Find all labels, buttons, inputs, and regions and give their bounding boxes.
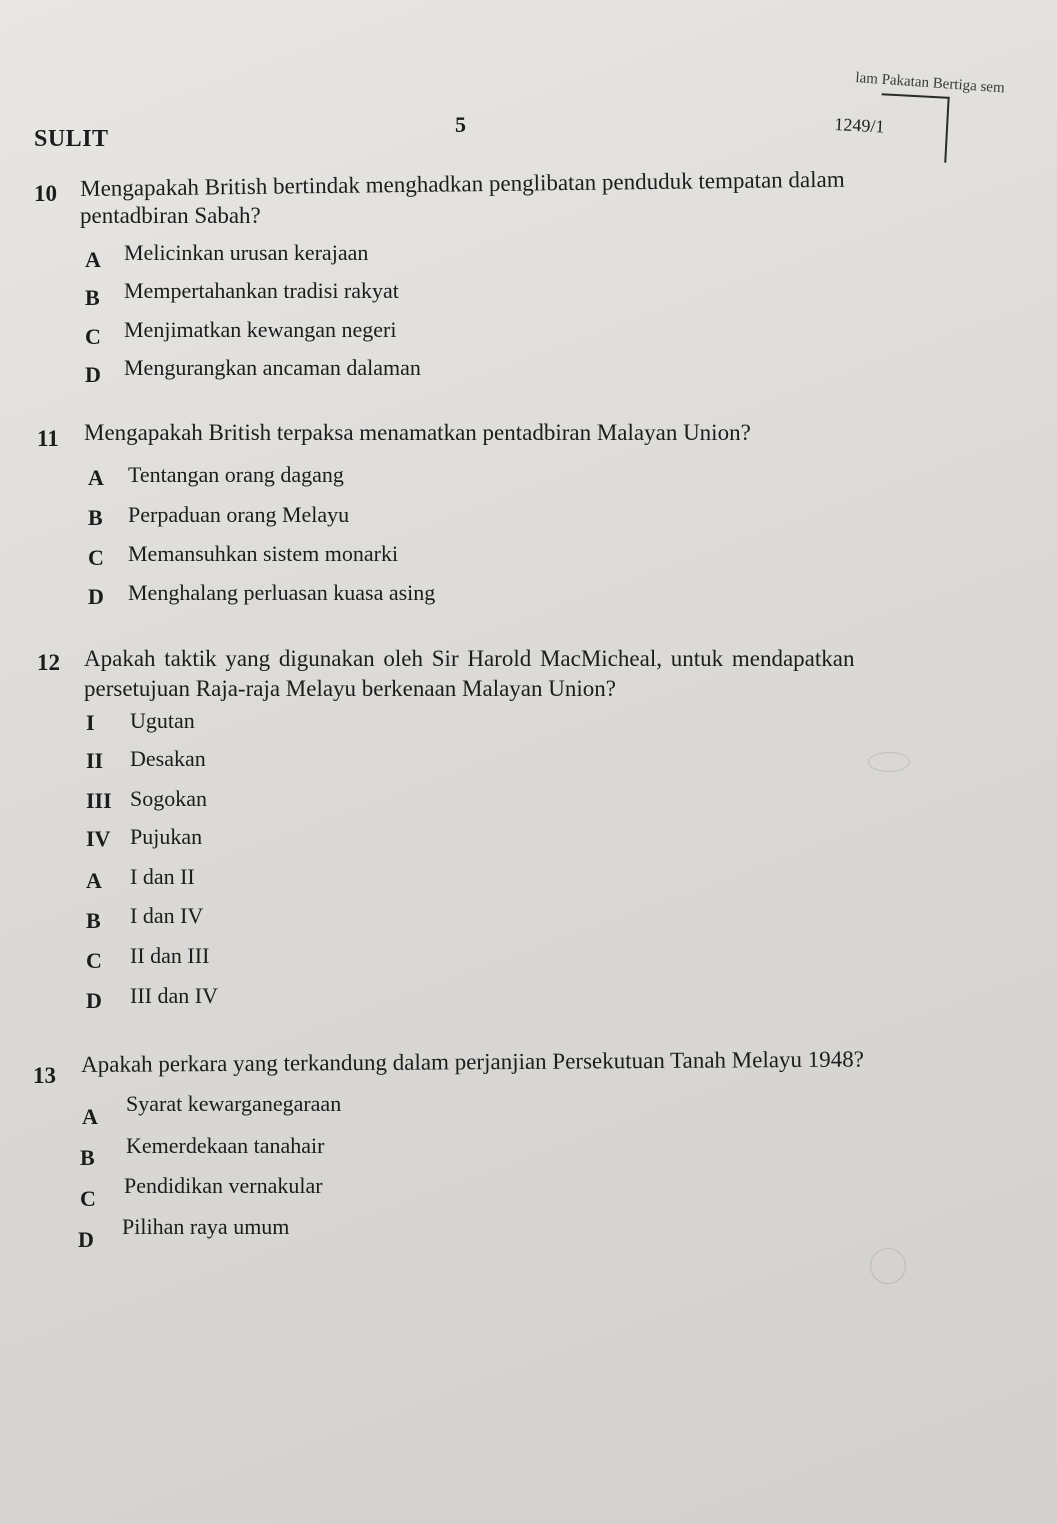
q11-option-b-text[interactable]: Perpaduan orang Melayu xyxy=(128,502,350,527)
q13-option-b-letter[interactable]: B xyxy=(80,1145,95,1170)
overflow-page-text: lam Pakatan Bertiga sem xyxy=(854,70,1006,97)
q13-option-a-letter[interactable]: A xyxy=(82,1104,98,1129)
q13-option-c-text[interactable]: Pendidikan vernakular xyxy=(124,1173,323,1198)
q12-option-b-text[interactable]: I dan IV xyxy=(130,903,204,928)
question-13-number: 13 xyxy=(33,1063,56,1088)
q12-option-a-text[interactable]: I dan II xyxy=(130,864,195,889)
question-13-text-line1: Apakah perkara yang terkandung dalam perjanjian Persekutuan Tanah Melayu 1948? xyxy=(81,1046,865,1077)
q12-statement-3-numeral: III xyxy=(86,788,112,813)
question-11-number: 11 xyxy=(37,426,59,451)
question-10-text-line2: pentadbiran Sabah? xyxy=(80,203,261,228)
answer-box-corner xyxy=(878,93,949,162)
q11-option-c-letter[interactable]: C xyxy=(88,545,104,570)
q12-option-c-text[interactable]: II dan III xyxy=(130,943,210,968)
q12-option-d-letter[interactable]: D xyxy=(86,988,102,1013)
q11-option-a-letter[interactable]: A xyxy=(88,465,104,490)
q12-option-b-letter[interactable]: B xyxy=(86,908,101,933)
q10-option-c-letter[interactable]: C xyxy=(85,324,101,349)
q10-option-d-text[interactable]: Mengurangkan ancaman dalaman xyxy=(124,355,421,380)
question-10-text-line1: Mengapakah British bertindak menghadkan penglibatan penduduk tempatan dalam xyxy=(80,166,845,201)
question-11-text-line1: Mengapakah British terpaksa menamatkan pentadbiran Malayan Union? xyxy=(84,420,751,445)
show-through-mark xyxy=(868,752,910,772)
sulit-label: SULIT xyxy=(34,126,109,152)
question-10-number: 10 xyxy=(34,181,57,206)
q12-option-d-text[interactable]: III dan IV xyxy=(130,983,218,1008)
q12-statement-2-text: Desakan xyxy=(130,746,206,771)
q13-option-d-text[interactable]: Pilihan raya umum xyxy=(122,1214,290,1239)
q12-statement-2-numeral: II xyxy=(86,748,104,773)
q12-statement-4-numeral: IV xyxy=(86,826,111,851)
q10-option-a-letter[interactable]: A xyxy=(85,247,101,272)
q11-option-d-letter[interactable]: D xyxy=(88,584,104,609)
q12-statement-3-text: Sogokan xyxy=(130,786,207,811)
q11-option-c-text[interactable]: Memansuhkan sistem monarki xyxy=(128,541,399,566)
q13-option-c-letter[interactable]: C xyxy=(80,1186,96,1211)
q13-option-a-text[interactable]: Syarat kewarganegaraan xyxy=(126,1091,342,1116)
q10-option-b-text[interactable]: Mempertahankan tradisi rakyat xyxy=(124,278,399,303)
paper-code: 1249/1 xyxy=(833,114,885,137)
q13-option-b-text[interactable]: Kemerdekaan tanahair xyxy=(126,1133,325,1158)
question-12-text-line1: Apakah taktik yang digunakan oleh Sir Harold MacMicheal, untuk mendapatkan xyxy=(84,646,855,671)
q11-option-b-letter[interactable]: B xyxy=(88,505,103,530)
q10-option-d-letter[interactable]: D xyxy=(85,362,101,387)
q13-option-d-letter[interactable]: D xyxy=(78,1227,94,1252)
q11-option-a-text[interactable]: Tentangan orang dagang xyxy=(128,462,344,487)
page-number: 5 xyxy=(455,112,466,137)
q12-statement-4-text: Pujukan xyxy=(130,824,203,849)
q10-option-c-text[interactable]: Menjimatkan kewangan negeri xyxy=(124,317,397,342)
q12-statement-1-text: Ugutan xyxy=(130,708,195,733)
question-12-text-line2: persetujuan Raja-raja Melayu berkenaan Malayan Union? xyxy=(84,676,616,701)
show-through-mark xyxy=(870,1248,906,1284)
q10-option-a-text[interactable]: Melicinkan urusan kerajaan xyxy=(124,240,369,265)
q10-option-b-letter[interactable]: B xyxy=(85,285,100,310)
q12-option-c-letter[interactable]: C xyxy=(86,948,102,973)
question-12-number: 12 xyxy=(37,650,60,675)
q12-statement-1-numeral: I xyxy=(86,710,95,735)
q11-option-d-text[interactable]: Menghalang perluasan kuasa asing xyxy=(128,580,436,605)
q12-option-a-letter[interactable]: A xyxy=(86,868,102,893)
